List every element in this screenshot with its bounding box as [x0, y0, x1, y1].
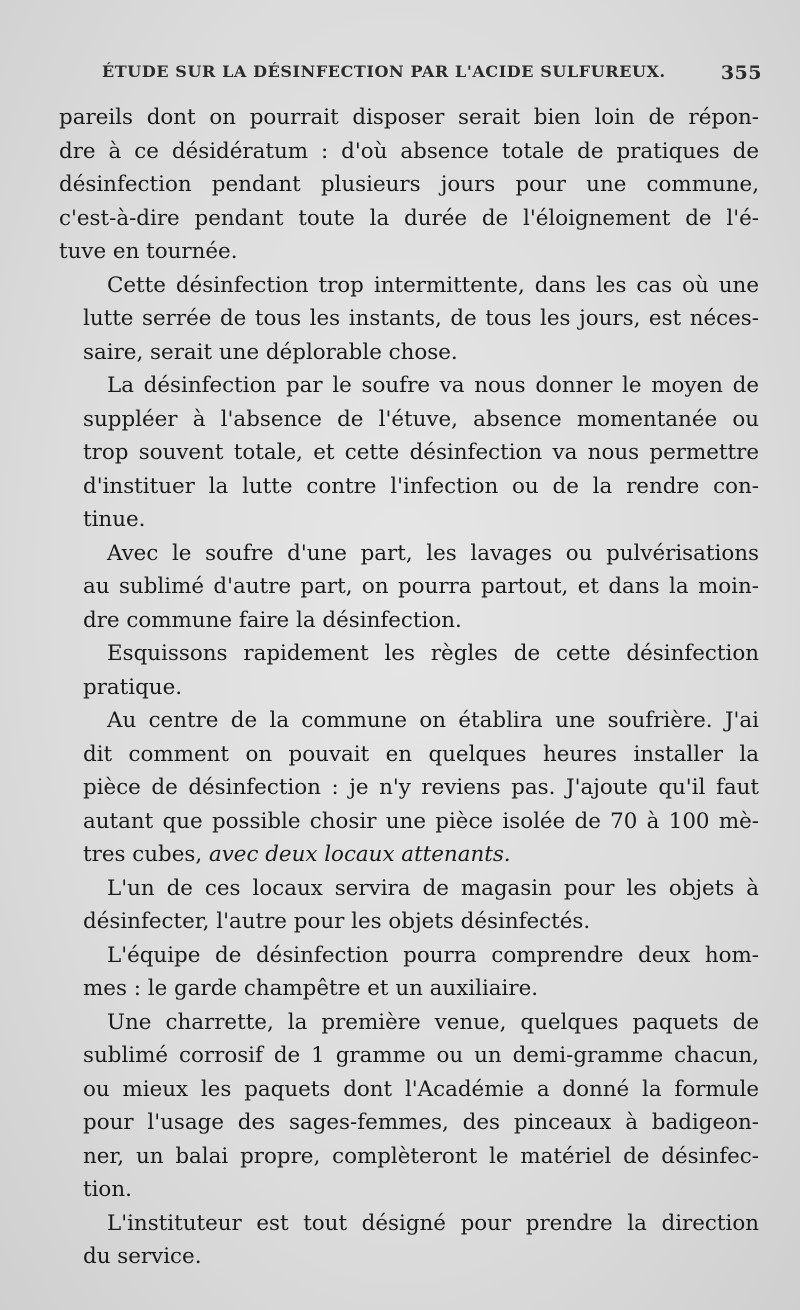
- text-line: [59, 1207, 759, 1241]
- line-text: autant que possible chosir une pièce isolée de 70 à 100 mè-: [83, 808, 759, 834]
- text-line: [59, 905, 759, 939]
- line-text: dit comment on pouvait en quelques heures installer la: [83, 741, 759, 767]
- line-text: suppléer à l'absence de l'étuve, absence momentanée ou: [83, 406, 759, 432]
- line-text: pour l'usage des sages-femmes, des pinceaux à badigeon-: [83, 1110, 759, 1135]
- text-line: [59, 1140, 759, 1174]
- text-line: [59, 738, 759, 772]
- line-text: d'instituer la lutte contre l'infection ou de la rendre con-: [83, 473, 759, 499]
- running-title: ÉTUDE SUR LA DÉSINFECTION PAR L'ACIDE SULFUREUX.: [102, 62, 666, 81]
- text-line: [59, 939, 759, 973]
- paragraph: [59, 1006, 759, 1207]
- paragraph: [59, 369, 759, 537]
- paragraph: [59, 537, 759, 638]
- line-text: désinfection pendant plusieurs jours pour une commune,: [59, 172, 759, 197]
- paragraph: [59, 637, 759, 704]
- line-text: pratique.: [83, 674, 183, 700]
- line-text: pièce de désinfection : je n'y reviens pas. J'ajoute qu'il faut: [83, 775, 759, 800]
- text-line: [59, 336, 759, 370]
- paragraph: [59, 101, 759, 269]
- text-line: [59, 1073, 759, 1107]
- paragraph: [59, 704, 759, 872]
- line-text: dre commune faire la désinfection.: [83, 607, 462, 633]
- text-line: [59, 235, 759, 269]
- line-text: pareils dont on pourrait disposer serait bien loin de répon-: [59, 105, 759, 130]
- line-text: Cette désinfection trop intermittente, dans les cas où une: [107, 272, 759, 298]
- running-header: [102, 62, 762, 88]
- text-line: [59, 1173, 759, 1207]
- text-line: [59, 872, 759, 906]
- text-line: [59, 202, 759, 236]
- line-text: L'équipe de désinfection pourra comprendre deux hom-: [107, 942, 759, 968]
- text-line: [59, 1240, 759, 1274]
- line-text: tres cubes,: [83, 842, 209, 867]
- text-line: [59, 972, 759, 1006]
- text-line: [59, 503, 759, 537]
- line-text: L'un de ces locaux servira de magasin pour les objets à: [107, 875, 759, 901]
- text-line: [59, 302, 759, 336]
- text-line: [59, 403, 759, 437]
- italic-phrase: avec deux locaux attenants.: [208, 842, 511, 867]
- line-text: lutte serrée de tous les instants, de tous les jours, est néces-: [83, 306, 759, 331]
- text-line: [59, 771, 759, 805]
- text-line: [59, 1039, 759, 1073]
- line-text: Avec le soufre d'une part, les lavages ou pulvérisations: [107, 540, 759, 566]
- line-text: L'instituteur est tout désigné pour prendre la direction: [107, 1210, 759, 1236]
- line-text: tinue.: [83, 507, 146, 532]
- page-number: 355: [720, 62, 762, 84]
- paragraph: [59, 1207, 759, 1274]
- line-text: Esquissons rapidement les règles de cette désinfection: [107, 641, 759, 666]
- text-line: [59, 470, 759, 504]
- text-line: [59, 135, 759, 169]
- text-line: [59, 838, 759, 872]
- line-text: ou mieux les paquets dont l'Académie a donné la formule: [83, 1076, 759, 1102]
- text-line: [59, 168, 759, 202]
- line-text: Au centre de la commune on établira une soufrière. J'ai: [107, 708, 759, 733]
- line-text: trop souvent totale, et cette désinfection va nous permettre: [83, 440, 759, 465]
- text-line: [59, 704, 759, 738]
- line-text: désinfecter, l'autre pour les objets désinfectés.: [83, 909, 591, 934]
- text-line: [59, 604, 759, 638]
- line-text: saire, serait une déplorable chose.: [83, 339, 458, 365]
- line-text: c'est-à-dire pendant toute la durée de l'éloignement de l'é-: [59, 205, 759, 231]
- text-line: [59, 1006, 759, 1040]
- text-line: [59, 637, 759, 671]
- text-line: [59, 1106, 759, 1140]
- text-line: [59, 101, 759, 135]
- line-text: Une charrette, la première venue, quelques paquets de: [107, 1009, 759, 1035]
- text-line: [59, 805, 759, 839]
- paragraph: [59, 939, 759, 1006]
- text-line: [59, 671, 759, 705]
- line-text: ner, un balai propre, complèteront le matériel de désinfec-: [83, 1143, 759, 1169]
- text-line: [59, 269, 759, 303]
- paragraph: [59, 269, 759, 370]
- line-text: du service.: [83, 1244, 202, 1269]
- line-text: tuve en tournée.: [59, 239, 238, 264]
- line-text: La désinfection par le soufre va nous donner le moyen de: [107, 373, 759, 398]
- line-text: dre à ce désidératum : d'où absence totale de pratiques de: [59, 138, 759, 164]
- body-text: [59, 101, 759, 1274]
- line-text: sublimé corrosif de 1 gramme ou un demi-gramme chacun,: [83, 1043, 759, 1068]
- text-line: [59, 570, 759, 604]
- line-text: tion.: [83, 1177, 132, 1202]
- line-text: mes : le garde champêtre et un auxiliaire.: [83, 976, 539, 1001]
- text-line: [59, 436, 759, 470]
- line-text: au sublimé d'autre part, on pourra partout, et dans la moin-: [83, 574, 759, 599]
- paragraph: [59, 872, 759, 939]
- text-line: [59, 537, 759, 571]
- text-line: [59, 369, 759, 403]
